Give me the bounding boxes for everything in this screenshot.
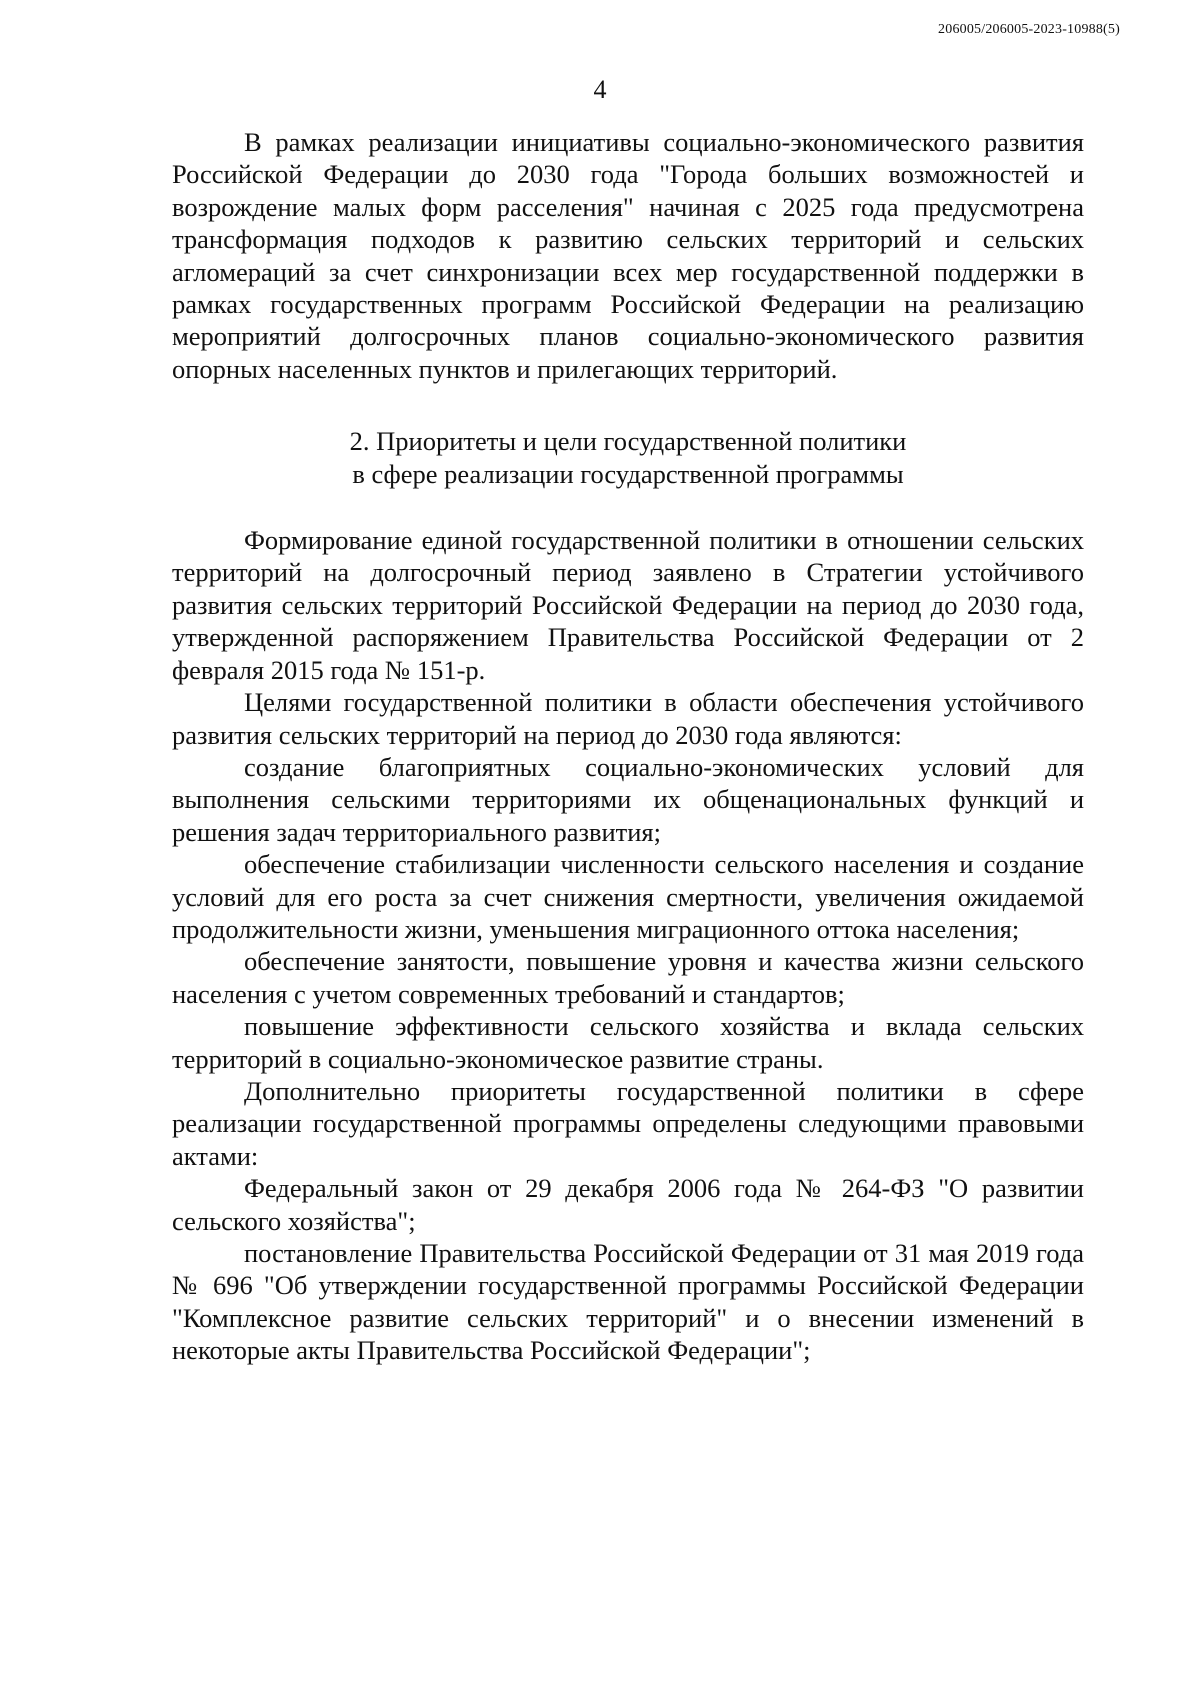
goal-item: повышение эффективности сельского хозяйства и вклада сельских территорий в социально-экономическое развитие страны.: [172, 1011, 1084, 1074]
goal-item: создание благоприятных социально-экономических условий для выполнения сельскими территориями их общенациональных функций и решения задач территориального развития;: [172, 751, 1084, 847]
page-number: 4: [593, 75, 607, 104]
legal-act-item: постановление Правительства Российской Федерации от 31 мая 2019 года № 696 "Об утверждении государственной программы Российской Федерации "Комплексное развитие сельских территорий" и о внесении изменений в некоторые акты Правительства Российской Федерации";: [172, 1238, 1084, 1366]
goal-item: обеспечение занятости, повышение уровня и качества жизни сельского населения с учетом современных требований и стандартов;: [172, 946, 1084, 1009]
paragraph-goals-intro: Целями государственной политики в области обеспечения устойчивого развития сельских территорий на период до 2030 года являются:: [172, 687, 1084, 750]
goal-item: обеспечение стабилизации численности сельского населения и создание условий для его роста за счет снижения смертности, увеличения ожидаемой продолжительности жизни, уменьшения миграционного оттока населения;: [172, 849, 1084, 944]
section-heading: [172, 425, 1084, 490]
section-heading-line-1: 2. Приоритеты и цели государственной политики: [349, 426, 907, 457]
section-heading-line-2: в сфере реализации государственной программы: [352, 458, 904, 489]
document-registration-number: 206005/206005-2023-10988(5): [938, 22, 1120, 37]
intro-paragraph: В рамках реализации инициативы социально-экономического развития Российской Федерации до 2030 года "Города больших возможностей и возрождение малых форм расселения" начиная с 2025 года предусмотрена трансформация подходов к развитию сельских территорий и сельских агломераций за счет синхронизации всех мер государственной поддержки в рамках государственных программ Российской Федерации на реализацию мероприятий долгосрочных планов социально-экономического развития опорных населенных пунктов и прилегающих территорий.: [172, 127, 1084, 384]
paragraph-strategy: Формирование единой государственной политики в отношении сельских территорий на долгосрочный период заявлено в Стратегии устойчивого развития сельских территорий Российской Федерации на период до 2030 года, утвержденной распоряжением Правительства Российской Федерации от 2 февраля 2015 года № 151-р.: [172, 525, 1084, 685]
paragraph-legal-acts-intro: Дополнительно приоритеты государственной политики в сфере реализации государственной программы определены следующими правовыми актами:: [172, 1075, 1084, 1171]
legal-act-item: Федеральный закон от 29 декабря 2006 года № 264-ФЗ "О развитии сельского хозяйства";: [172, 1173, 1084, 1236]
document-body: [172, 126, 1084, 1367]
